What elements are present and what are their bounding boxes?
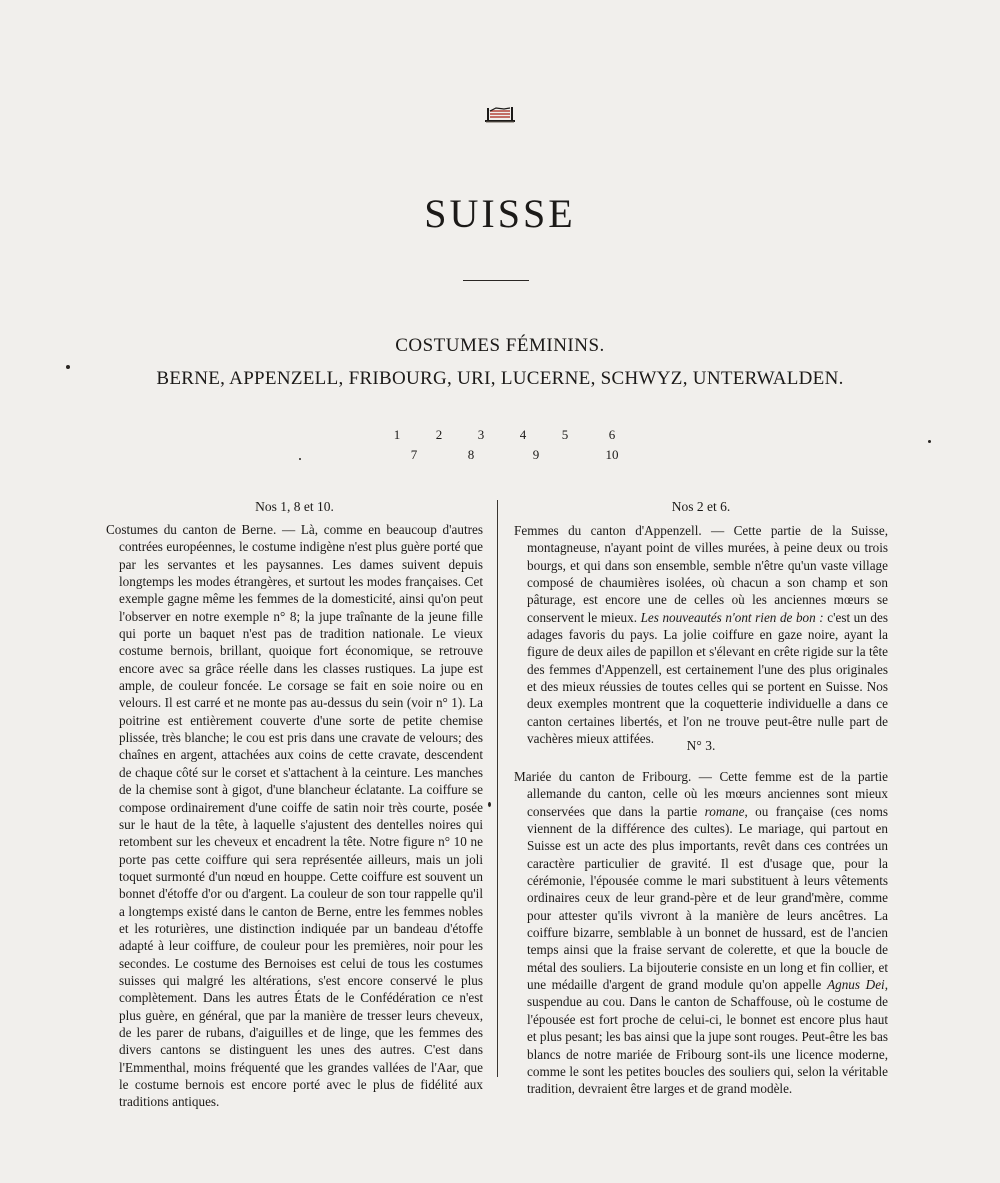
paragraph-text: Femmes du canton d'Appenzell. — Cette partie de la Suisse, montagneuse, n'ayant point de villes murées, à peine deux ou trois bourgs, et qui dans son ensemble, semble n'être qu'un vaste village composé de chaumières isolées, où chacun a son champ et son pâturage, est encore une de celles où les anciennes mœurs se conservent le mieux.: [514, 523, 888, 625]
italic-adage: Les nouveautés n'ont rien de bon :: [640, 609, 824, 625]
plate-number: 1: [393, 427, 401, 442]
right-column-text-2: [514, 768, 888, 1098]
cantons-heading: BERNE, APPENZELL, FRIBOURG, URI, LUCERNE, SCHWYZ, UNTERWALDEN.: [156, 368, 844, 389]
paragraph-text: c'est un des adages favoris du pays. La jolie coiffure en gaze noire, ayant la figure de deux ailes de papillon et s'élevant en crête rigide sur la tête des femmes d'Appenzell, est certainement l'une des plus originales et des mieux réussies de toutes celles qui se portent en Suisse. Nos deux exemples montrent que la coquetterie individuelle a dans ce canton certaines libertés, et l'on ne trouve peut-être nulle part de vachères mieux attifées.: [527, 609, 888, 747]
ink-speck: [488, 802, 491, 807]
plate-number: 9: [532, 447, 540, 462]
left-column-heading: Nos 1, 8 et 10.: [255, 499, 334, 514]
paragraph-appenzell: [514, 522, 888, 747]
ink-speck: [299, 458, 301, 460]
plate-number: 4: [519, 427, 527, 442]
paragraph-text: , suspendue au cou. Dans le canton de Schaffouse, où le costume de l'épousée est fort proche de celui-ci, le bonnet est encore plus haut et plus pesant; les bas ainsi que la jupe sont rouges. Peut-être les bas blancs de notre mariée de Fribourg sont-ils une licence moderne, comme le sont les petites boucles des souliers qui, selon la véritable tradition, devraient être larges et de grand modèle.: [527, 977, 889, 1097]
paragraph-text: , ou française (ces noms viennent de la différence des cultes). Le mariage, qui partout en Suisse est un acte des plus importants, revêt dans ces contrées un caractère particulier de gravité. Il est d'usage que, pour la cérémonie, l'épousée comme le mari substituent à leurs vêtements ordinaires ceux de leur grand-père et de leur grand'mère, comme pour attester qu'ils vivront à la manière de leurs ancêtres. La coiffure bizarre, semblable à un bonnet de hussard, est de l'ancien temps ainsi que la fraise servant de colerette, et que la boucle de métal des souliers. La bijouterie consiste en un long et fin collier, et une médaille d'argent de grand module qu'on appelle: [527, 803, 888, 993]
plate-number: 7: [410, 447, 418, 462]
plate-number: 8: [467, 447, 475, 462]
right-column-text-1: [514, 522, 888, 747]
plate-number: 3: [477, 427, 485, 442]
plate-number: 2: [435, 427, 443, 442]
right-column-heading-1: Nos 2 et 6.: [671, 499, 731, 514]
paragraph-text: Mariée du canton de Fribourg. — Cette femme est de la partie allemande du canton, celle où les mœurs anciennes sont mieux conservées que dans la partie: [514, 769, 888, 819]
italic-term: romane: [704, 803, 745, 819]
page-title: SUISSE: [424, 191, 576, 236]
plate-number: 5: [561, 427, 569, 442]
ink-speck: [928, 440, 931, 443]
italic-term: Agnus Dei: [827, 977, 885, 993]
plate-number: 10: [605, 447, 619, 462]
ornament-vignette-icon: [482, 101, 518, 125]
section-subtitle: COSTUMES FÉMININS.: [395, 335, 605, 356]
title-rule: [463, 280, 529, 281]
column-divider: [497, 500, 498, 1077]
right-column-heading-2: N° 3.: [686, 738, 716, 753]
plate-number: 6: [608, 427, 616, 442]
paragraph-berne: Costumes du canton de Berne. — Là, comme en beaucoup d'autres contrées européennes, le costume indigène n'est plus guère porté que par les servantes et les paysannes. Les dames suivent depuis longtemps les modes étrangères, et surtout les modes françaises. Cet exemple gagne même les femmes de la domesticité, ainsi qu'on peut l'observer en notre exemple n° 8; la jupe traînante de la jeune fille qui porte un baquet n'est pas de tradition nationale. Le vieux costume bernois, brillant, quoique fort économique, se retrouve encore avec sa grâce réelle dans les classes rustiques. La jupe est ample, de couleur foncée. Le corsage se fait en soie noire ou en velours. Il est carré et ne monte pas au-dessus du sein (voir n° 1). La poitrine est entièrement couverte d'une sorte de petite chemise plissée, très blanche; le cou est pris dans une cravate de velours; des chaînes en argent, attachées aux coins de cette cravate, descendent de chaque côté sur le corset et s'attachent à la ceinture. Les manches de la chemise sont à gigot, d'une blancheur éclatante. La coiffure se compose ordinairement d'une coiffe de satin noir très courte, posée sur le haut de la tête, à laquelle s'ajustent des dentelles noires qui retombent sur les cheveux et encadrent la tête. Notre figure n° 10 ne porte pas cette coiffure qui sera représentée ailleurs, mais un joli toquet surmonté d'un nœud en houppe. Cette coiffure est souvent un bonnet d'étoffe d'or ou d'argent. La couleur de son tour rappelle qu'il a longtemps existé dans le canton de Berne, entre les femmes nobles et les roturières, une distinction indiquée par un bandeau d'étoffe adapté à leur coiffure, de couleur pour les premières, noir pour les secondes. Le costume des Bernoises est celui de tous les costumes suisses qui malgré les altérations, s'est encore conservé le plus complètement. Dans les autres États de le Confédération ce n'est plus guère, en général, que par la manière de tresser leurs cheveux, de les parer de rubans, d'aiguilles et de linge, que les femmes des divers cantons se distinguent les unes des autres. C'est dans l'Emmenthal, moins fréquenté que les grandes vallées de l'Aar, que le costume bernois est encore porté avec le plus de fidélité aux traditions antiques.: [106, 522, 483, 1110]
ink-speck: [66, 365, 70, 369]
left-column-text: [106, 521, 483, 1111]
paragraph-fribourg: [514, 768, 888, 1098]
